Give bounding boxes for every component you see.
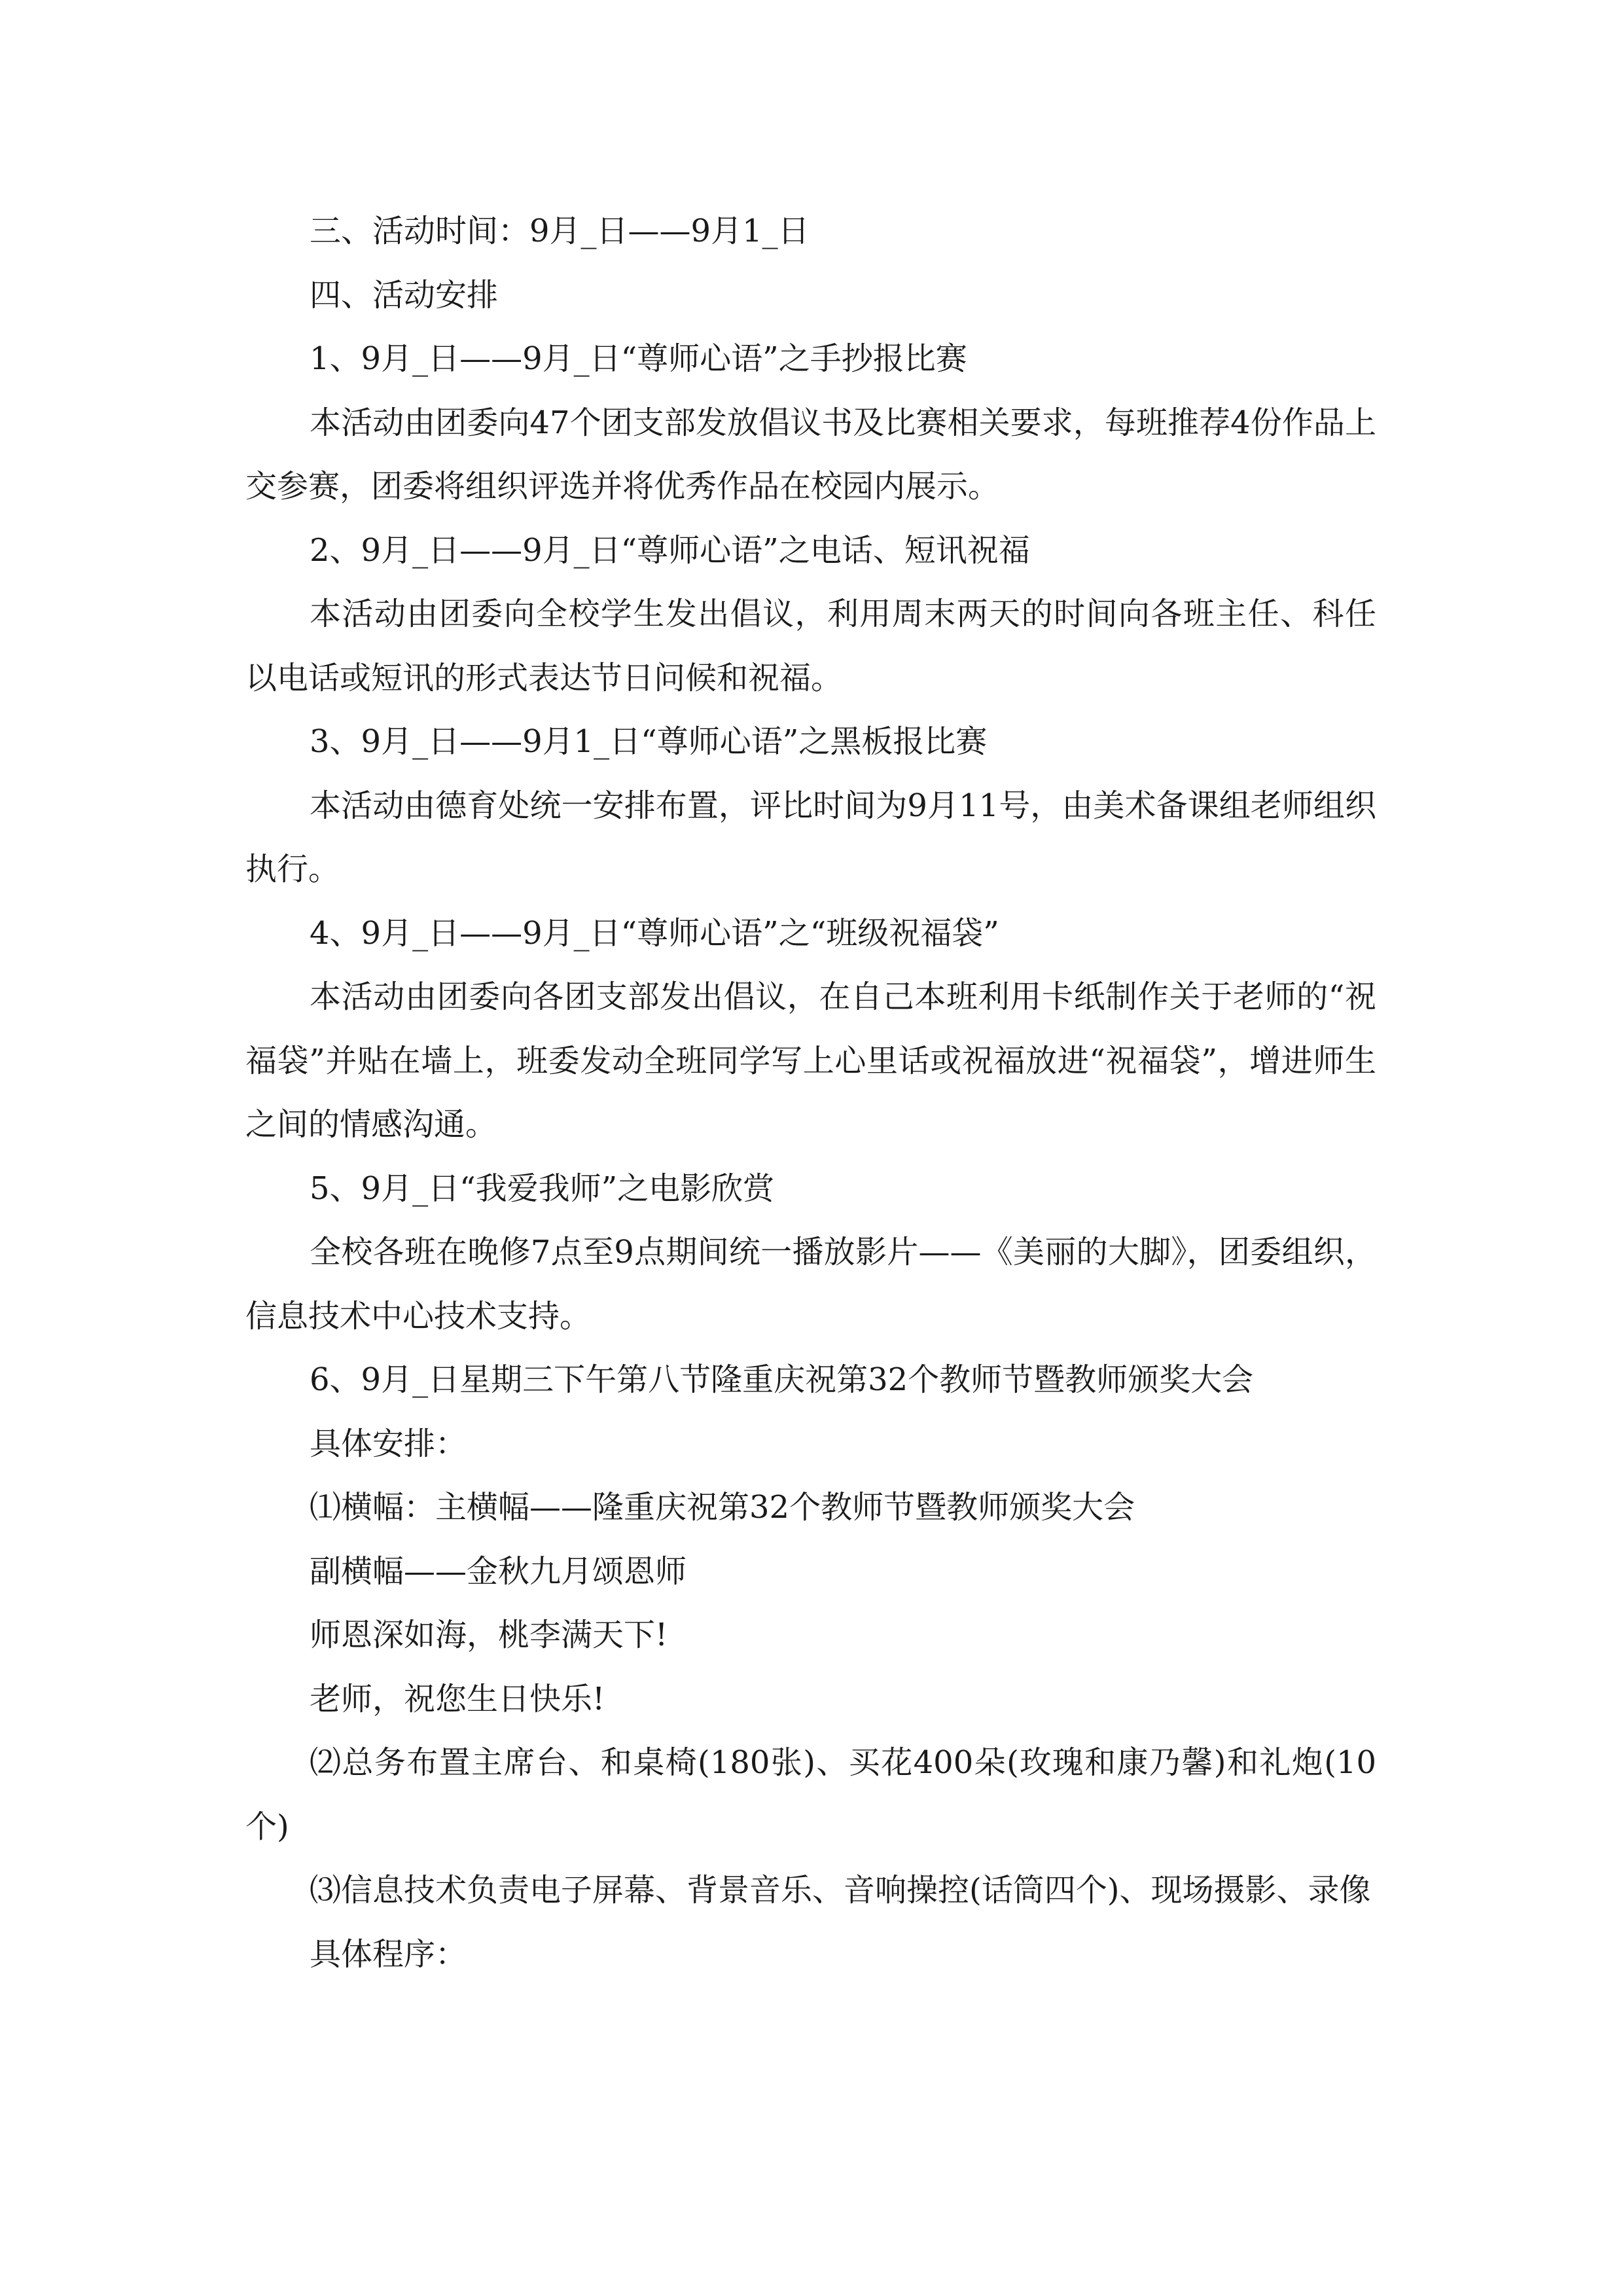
specific-arrangement-label: 具体安排：: [310, 1425, 467, 1462]
specific-procedure-label: 具体程序：: [310, 1935, 467, 1973]
banner-main: ⑴横幅：主横幅——隆重庆祝第32个教师节暨教师颁奖大会: [310, 1489, 1135, 1526]
section-heading-activity-time: 三、活动时间：9月_日——9月1_日: [310, 213, 810, 249]
item-5-description: 全校各班在晚修7点至9点期间统一播放影片——《美丽的大脚》，团委组织，信息技术中心技术支持。: [245, 1234, 1376, 1335]
it-arrangement: ⑶信息技术负责电子屏幕、背景音乐、音响操控(话筒四个)、现场摄影、录像: [310, 1872, 1371, 1909]
item-5-heading: 5、9月_日“我爱我师”之电影欣赏: [310, 1170, 775, 1207]
item-4-heading: 4、9月_日——9月_日“尊师心语”之“班级祝福袋”: [310, 914, 999, 952]
banner-secondary: 副横幅——金秋九月颂恩师: [310, 1552, 687, 1590]
item-4-description: 本活动由团委向各团支部发出倡议，在自己本班利用卡纸制作关于老师的“祝福袋”并贴在墙上，班委发动全班同学写上心里话或祝福放进“祝福袋”，增进师生之间的情感沟通。: [245, 978, 1376, 1143]
item-3-description: 本活动由德育处统一安排布置，评比时间为9月11号，由美术备课组老师组织执行。: [245, 787, 1376, 888]
section-heading-activity-arrangement: 四、活动安排: [310, 276, 499, 314]
item-3-heading: 3、9月_日——9月1_日“尊师心语”之黑板报比赛: [310, 723, 988, 760]
item-6-heading: 6、9月_日星期三下午第八节隆重庆祝第32个教师节暨教师颁奖大会: [310, 1361, 1254, 1398]
banner-slogan-2: 老师，祝您生日快乐!: [310, 1680, 605, 1717]
banner-slogan-1: 师恩深如海，桃李满天下!: [310, 1617, 668, 1653]
document-body: [245, 200, 1376, 1986]
item-2-description: 本活动由团委向全校学生发出倡议，利用周末两天的时间向各班主任、科任以电话或短讯的形式表达节日问候和祝福。: [245, 596, 1376, 696]
item-1-heading: 1、9月_日——9月_日“尊师心语”之手抄报比赛: [310, 340, 967, 377]
item-2-heading: 2、9月_日——9月_日“尊师心语”之电话、短讯祝福: [310, 531, 1030, 569]
item-1-description: 本活动由团委向47个团支部发放倡议书及比赛相关要求，每班推荐4份作品上交参赛，团委将组织评选并将优秀作品在校园内展示。: [245, 404, 1376, 505]
general-affairs-arrangement: ⑵总务布置主席台、和桌椅(180张)、买花400朵(玫瑰和康乃馨)和礼炮(10个): [245, 1744, 1376, 1845]
